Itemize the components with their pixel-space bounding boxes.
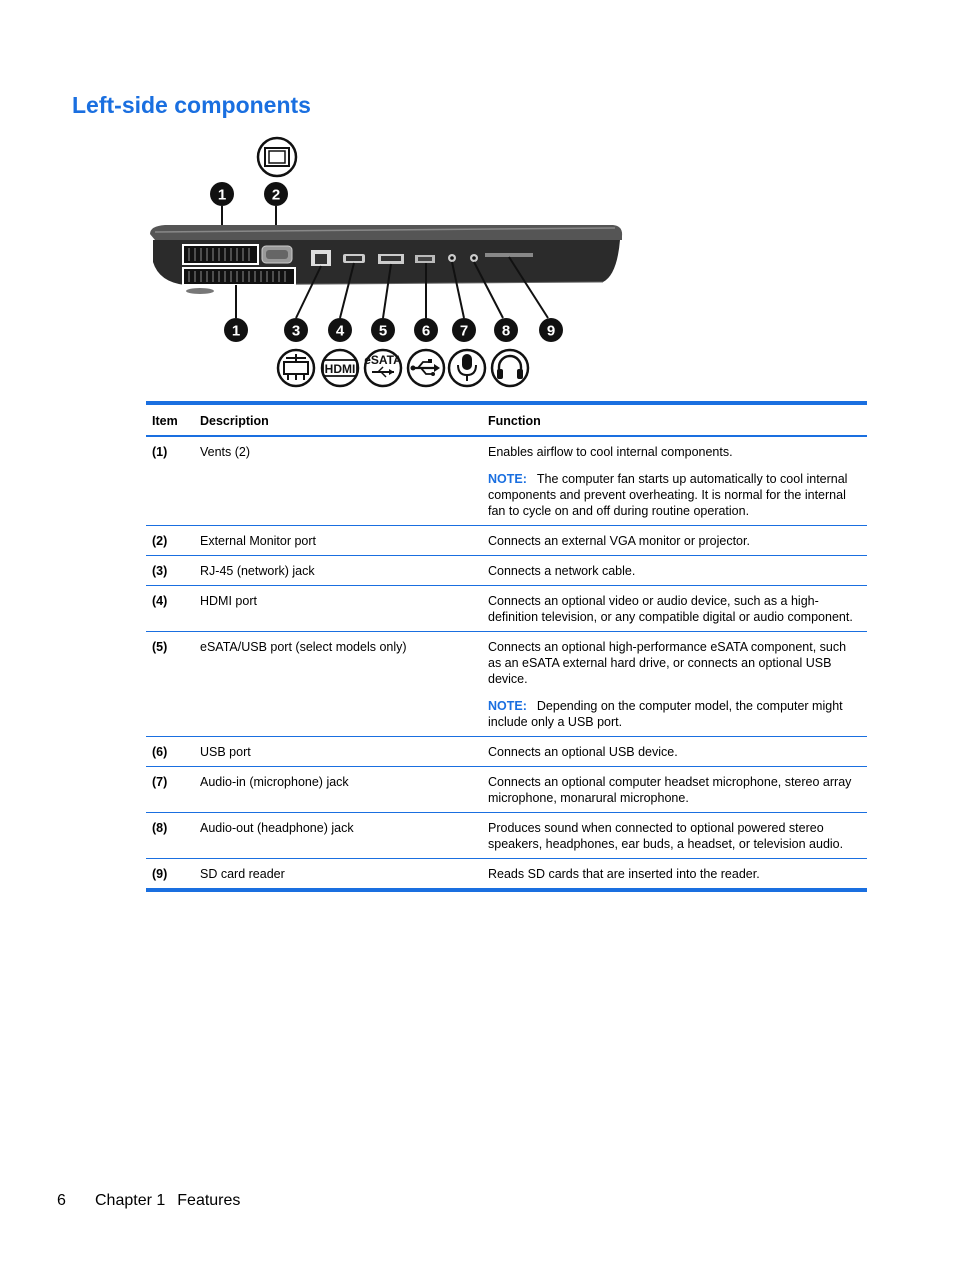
chapter-title: Features (177, 1192, 241, 1209)
table-row (146, 526, 867, 556)
table-row (146, 586, 867, 632)
note (488, 471, 861, 519)
row-description: USB port (200, 745, 251, 759)
laptop-left-side-figure (145, 132, 645, 392)
header-item: Item (152, 414, 178, 428)
callout-badge-bottom-5 (371, 318, 395, 342)
table-row (146, 813, 867, 859)
page-footer (57, 1192, 240, 1210)
note (488, 698, 861, 730)
callout-badge-bottom-6 (414, 318, 438, 342)
laptop-illustration (145, 132, 645, 392)
row-description: HDMI port (200, 594, 257, 608)
note-text: The computer fan starts up automatically to cool internal components and prevent overheating. It is normal for the internal fan to cycle on and off during routine operation. (488, 472, 848, 518)
note-label: NOTE: (488, 699, 527, 713)
section-title: Left-side components (72, 92, 311, 118)
esata-icon-text: eSATA (364, 353, 402, 367)
row-description: Vents (2) (200, 445, 251, 459)
row-description: eSATA/USB port (select models only) (200, 640, 407, 654)
table-row (146, 737, 867, 767)
row-item: (7) (152, 775, 168, 789)
callout-label: 1 (217, 186, 227, 204)
row-function: Connects an optional high-performance eSATA component, such as an eSATA external hard drive, or connects an optional USB device. (488, 640, 847, 686)
hdmi-icon (322, 350, 358, 386)
table-row (146, 556, 867, 586)
row-description: Audio-in (microphone) jack (200, 775, 349, 789)
callout-label: 9 (546, 322, 556, 340)
note-label: NOTE: (488, 472, 527, 486)
callout-badge-top-1 (210, 182, 234, 206)
row-item: (8) (152, 821, 168, 835)
callout-label: 2 (271, 186, 281, 204)
chapter-label: Chapter 1 (95, 1192, 166, 1209)
headphone-icon (492, 350, 528, 386)
row-item: (6) (152, 745, 168, 759)
table-header-row (146, 403, 867, 436)
row-item: (2) (152, 534, 168, 548)
laptop-body (150, 225, 622, 294)
row-item: (5) (152, 640, 168, 654)
callout-label: 7 (459, 322, 469, 340)
note-text: Depending on the computer model, the computer might include only a USB port. (488, 699, 843, 729)
callout-badge-bottom-4 (328, 318, 352, 342)
callout-label: 8 (501, 322, 511, 340)
callout-label: 1 (231, 322, 241, 340)
row-function: Reads SD cards that are inserted into the reader. (488, 867, 760, 881)
row-description: RJ-45 (network) jack (200, 564, 315, 578)
row-function: Enables airflow to cool internal components. (488, 445, 733, 459)
callout-label: 5 (378, 322, 388, 340)
row-function: Connects a network cable. (488, 564, 636, 578)
callout-badge-top-2 (264, 182, 288, 206)
row-function: Connects an optional computer headset microphone, stereo array microphone, monarural microphone. (488, 775, 852, 805)
row-item: (4) (152, 594, 168, 608)
components-table (146, 401, 867, 892)
esata-icon (364, 350, 402, 386)
callout-label: 4 (335, 322, 345, 340)
row-description: SD card reader (200, 867, 285, 881)
row-description: External Monitor port (200, 534, 317, 548)
page-number: 6 (57, 1192, 66, 1209)
row-function: Connects an optional video or audio device, such as a high-definition television, or any compatible digital or audio component. (488, 594, 853, 624)
row-function: Connects an optional USB device. (488, 745, 678, 759)
external-monitor-icon (258, 138, 296, 176)
callout-badge-bottom-3 (284, 318, 308, 342)
header-function: Function (488, 414, 541, 428)
callout-label: 3 (291, 322, 301, 340)
row-function-cell (482, 436, 867, 526)
callout-badge-bottom-8 (494, 318, 518, 342)
row-item: (3) (152, 564, 168, 578)
table-row (146, 632, 867, 737)
microphone-icon (449, 350, 485, 386)
row-item: (1) (152, 445, 168, 459)
row-item: (9) (152, 867, 168, 881)
network-jack-icon (278, 350, 314, 386)
callout-badge-bottom-1 (224, 318, 248, 342)
usb-icon (408, 350, 444, 386)
callout-label: 6 (421, 322, 431, 340)
table-row (146, 436, 867, 526)
hdmi-icon-text: HDMI (324, 362, 356, 376)
callout-badge-bottom-7 (452, 318, 476, 342)
row-description: Audio-out (headphone) jack (200, 821, 354, 835)
header-description: Description (200, 414, 269, 428)
table-row (146, 859, 867, 891)
table-row (146, 767, 867, 813)
callout-badge-bottom-9 (539, 318, 563, 342)
row-function: Produces sound when connected to optional powered stereo speakers, headphones, ear buds, a headset, or television audio. (488, 821, 844, 851)
row-function-cell (482, 632, 867, 737)
row-function: Connects an external VGA monitor or projector. (488, 534, 750, 548)
